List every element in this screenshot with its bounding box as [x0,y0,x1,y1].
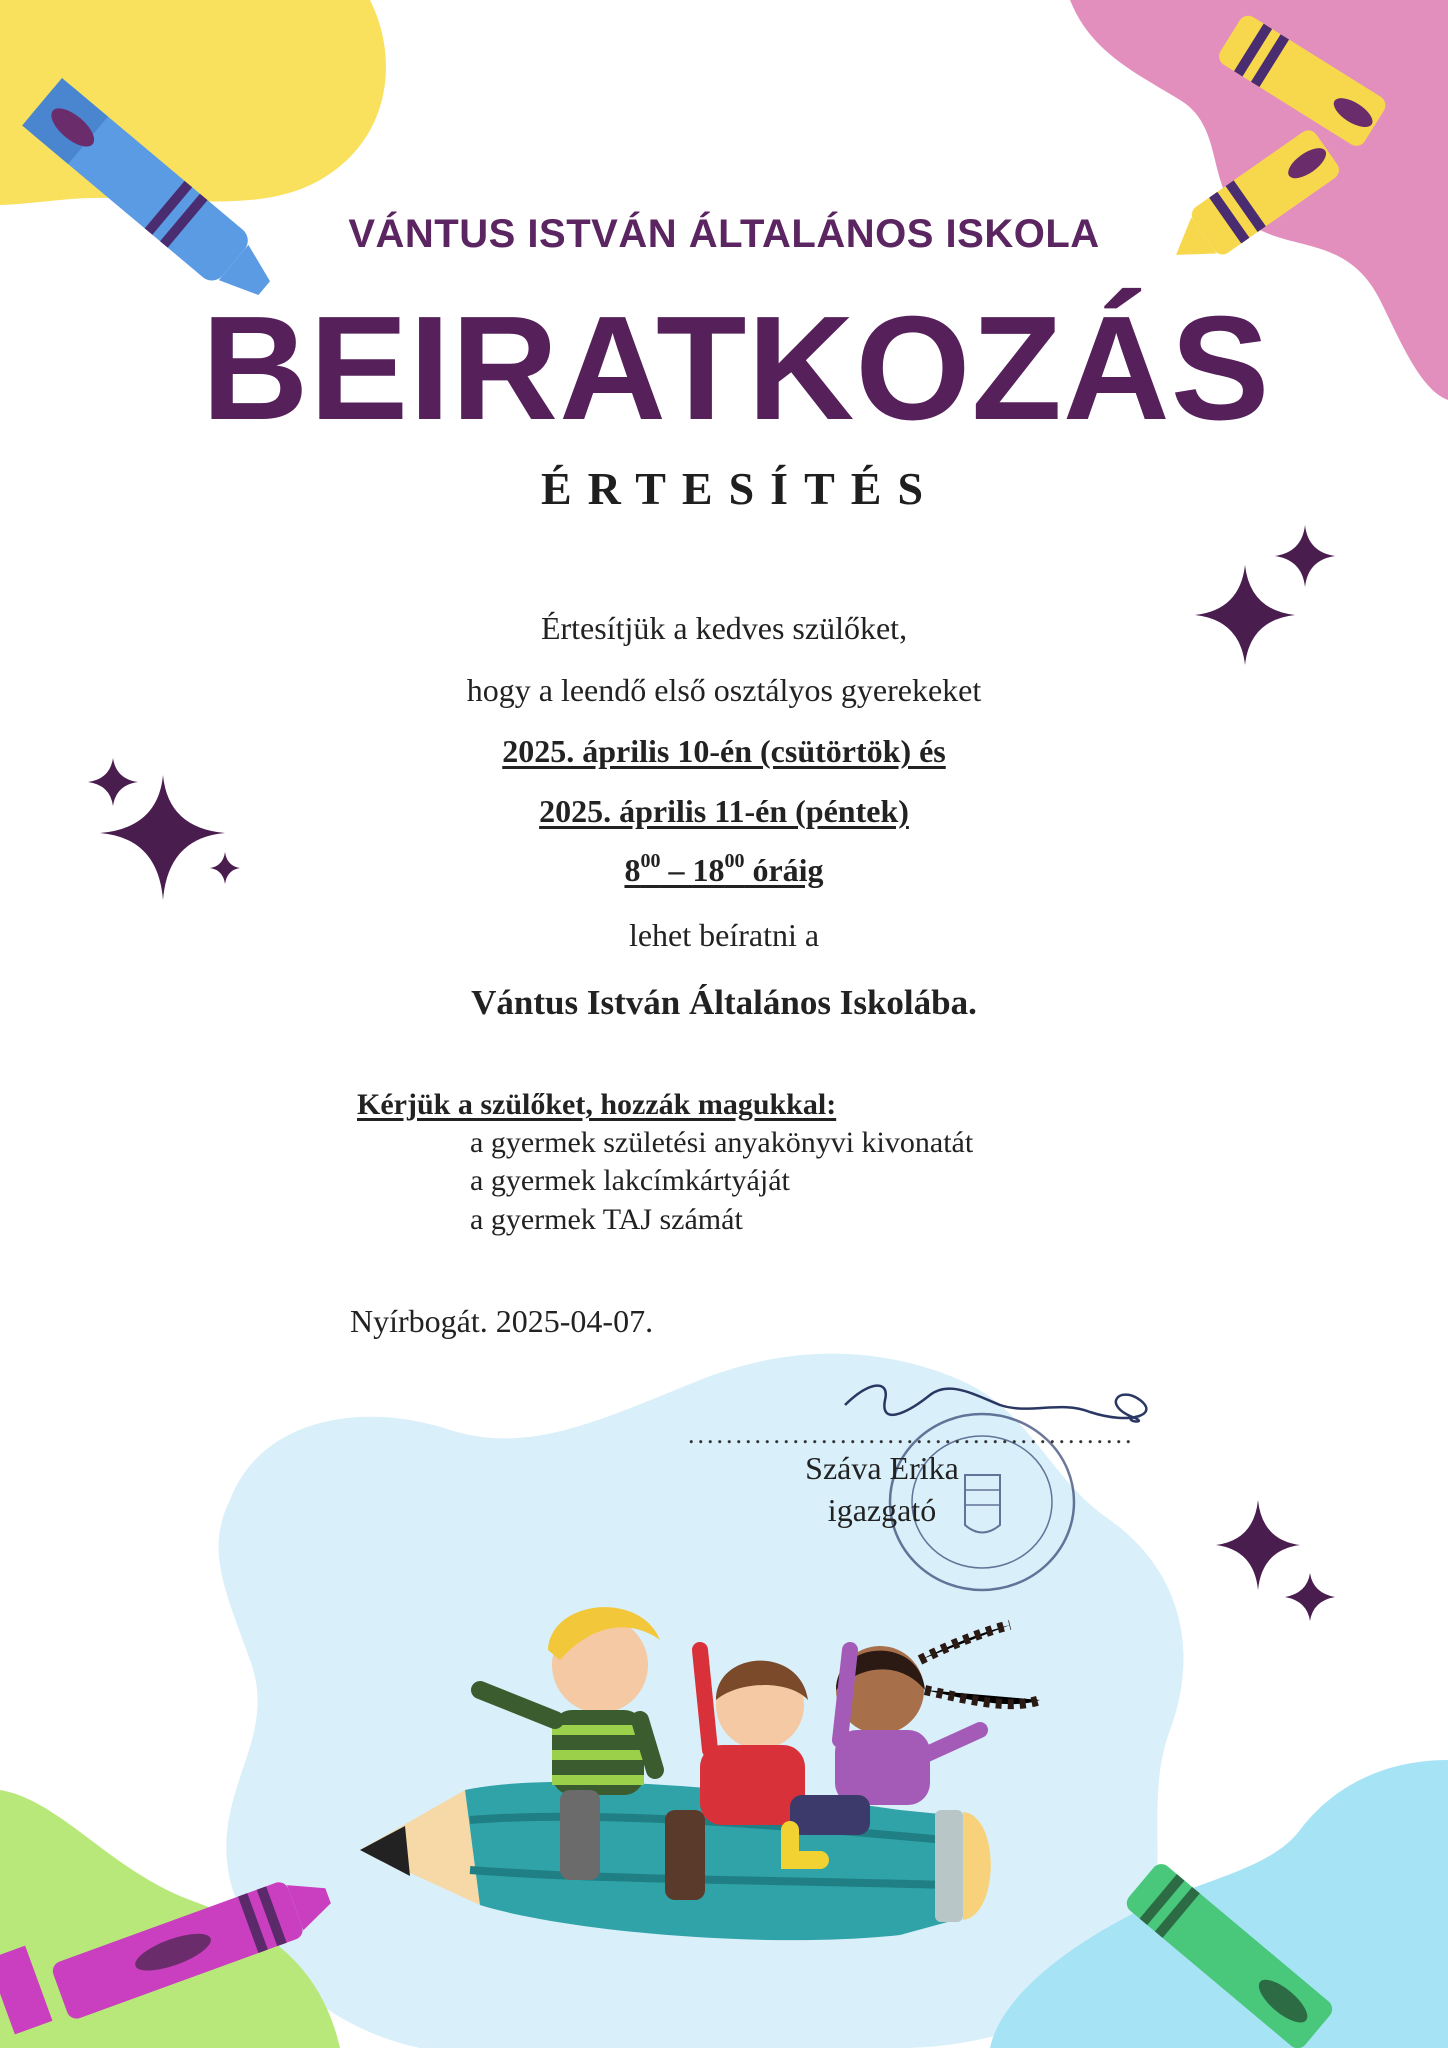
signer-name: Száva Erika [805,1450,959,1486]
signer-role: igazgató [827,1492,937,1528]
hours-end-minutes: 00 [724,850,745,873]
page-subtitle: ÉRTESÍTÉS [540,463,940,514]
documents-heading: Kérjük a szülőket, hozzák magukkal: [357,1088,837,1121]
hours-end: 18 [692,852,725,888]
hours-start: 8 [624,852,641,888]
enrollment-hours [0,852,1448,889]
hours-separator: – [660,852,693,888]
school-name-line: Vántus István Általános Iskolába. [471,983,977,1022]
enrollment-date-2: 2025. április 11-én (péntek) [539,793,909,829]
enrollment-date-1: 2025. április 10-én (csütörtök) és [502,733,946,769]
place-and-date: Nyírbogát. 2025-04-07. [350,1303,654,1339]
intro-line-1: Értesítjük a kedves szülőket, [540,610,908,646]
enroll-text: lehet beíratni a [628,917,820,953]
document-item: a gyermek lakcímkártyáját [470,1164,790,1197]
school-heading: VÁNTUS ISTVÁN ÁLTALÁNOS ISKOLA [348,212,1100,256]
sparkle-icon [1216,1500,1300,1590]
page-title: BEIRATKOZÁS [201,286,1271,451]
sparkle-icon [1275,525,1335,587]
hours-start-minutes: 00 [640,850,661,873]
signature-line: ............................................... [688,1420,1135,1449]
document-item: a gyermek TAJ számát [470,1203,743,1236]
hours-suffix: óráig [744,852,824,888]
intro-line-2: hogy a leendő első osztályos gyerekeket [466,672,982,708]
sparkle-icon [1285,1573,1335,1621]
document-item: a gyermek születési anyakönyvi kivonatát [470,1126,974,1159]
